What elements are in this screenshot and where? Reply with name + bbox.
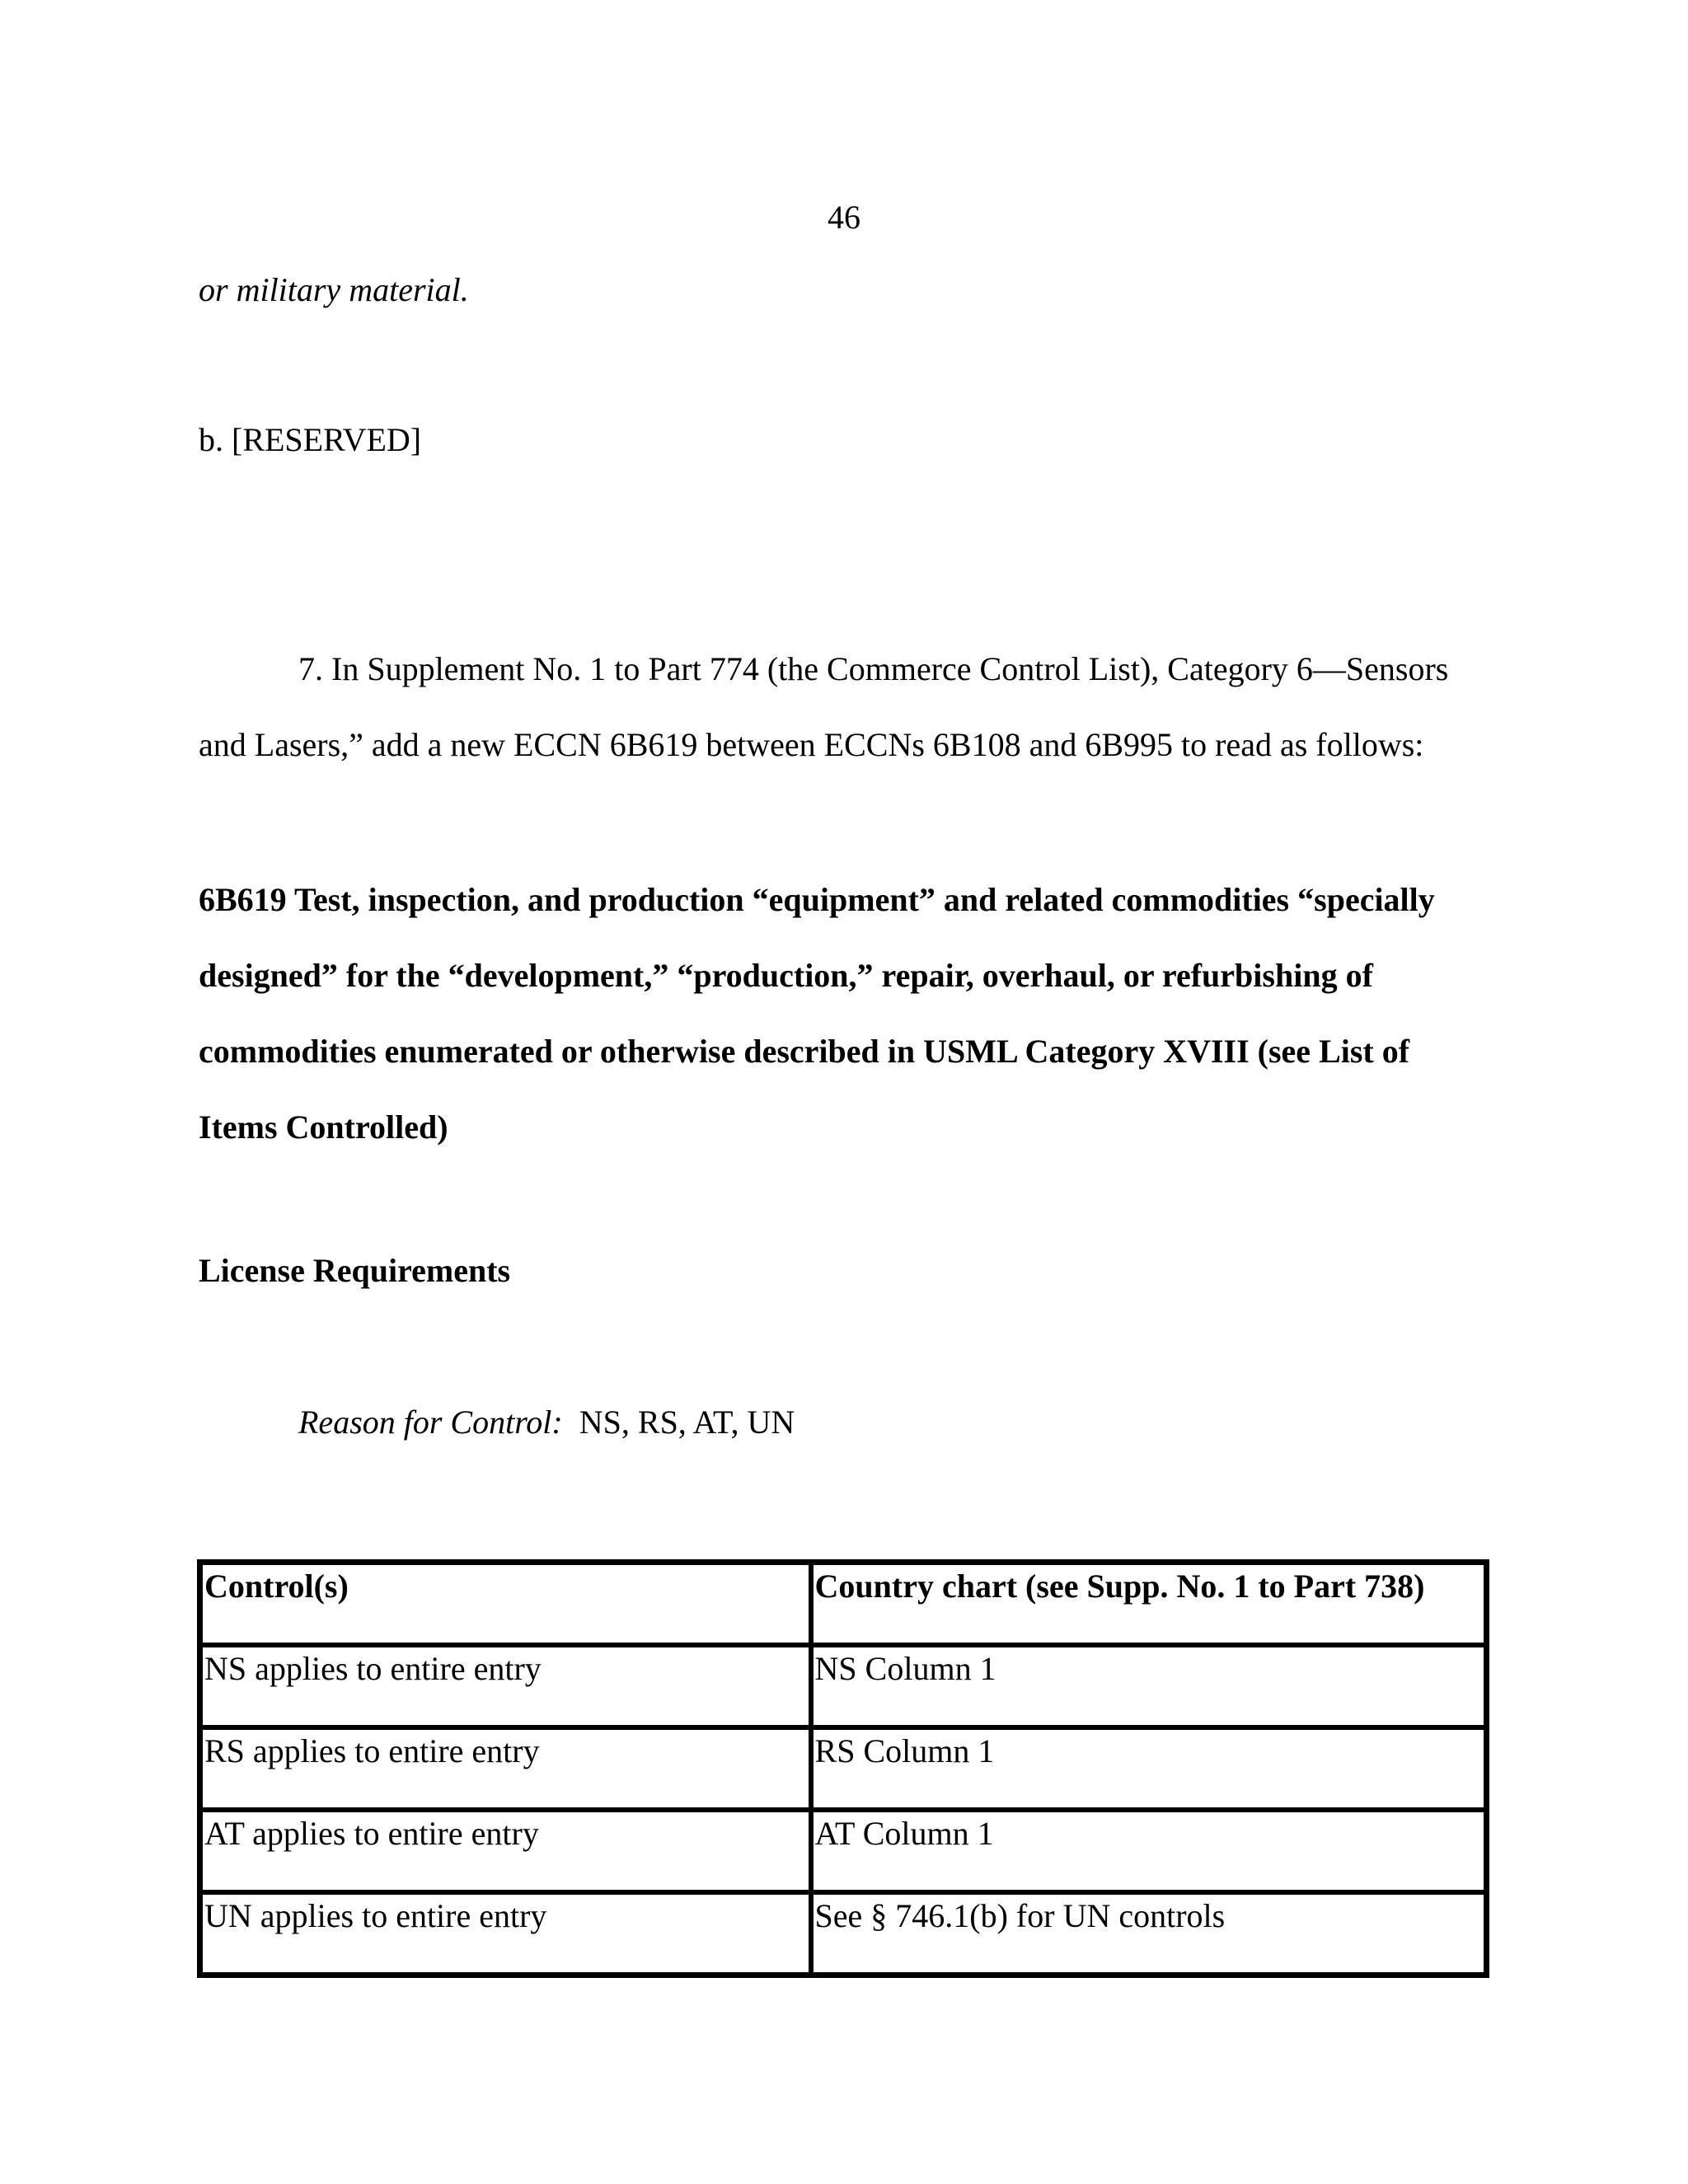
reserved-item: b. [RESERVED]: [199, 421, 422, 458]
table-cell: NS applies to entire entry: [200, 1645, 811, 1727]
eccn-heading: [199, 862, 1484, 1165]
instruction-paragraph: [199, 631, 1484, 783]
page-number: 46: [828, 199, 860, 236]
table-cell: RS applies to entire entry: [200, 1727, 811, 1810]
table-cell: NS Column 1: [811, 1645, 1486, 1727]
table-cell: AT applies to entire entry: [200, 1810, 811, 1892]
table-row: [200, 1892, 1486, 1975]
table-row: [200, 1727, 1486, 1810]
eccn-heading-line-3: commodities enumerated or otherwise described in USML Category XVIII (see List of: [199, 1033, 1410, 1070]
eccn-heading-line-4: Items Controlled): [199, 1108, 448, 1146]
table-header-cell: Country chart (see Supp. No. 1 to Part 738): [811, 1563, 1486, 1645]
control-table: [197, 1559, 1489, 1978]
eccn-heading-line-2: designed” for the “development,” “production,” repair, overhaul, or refurbishing of: [199, 957, 1373, 994]
table-cell: UN applies to entire entry: [200, 1892, 811, 1975]
table-row: [200, 1645, 1486, 1727]
instruction-line-2: and Lasers,” add a new ECCN 6B619 between ECCNs 6B108 and 6B995 to read as follows:: [199, 726, 1424, 763]
reason-for-control-label: Reason for Control:: [298, 1404, 563, 1441]
reason-for-control: [298, 1399, 795, 1446]
instruction-line-1: 7. In Supplement No. 1 to Part 774 (the Commerce Control List), Category 6—Sensors: [298, 650, 1449, 687]
table-cell: RS Column 1: [811, 1727, 1486, 1810]
continuation-text: or military material.: [199, 271, 469, 308]
table-header-cell: Control(s): [200, 1563, 811, 1645]
table-cell: See § 746.1(b) for UN controls: [811, 1892, 1486, 1975]
license-requirements-heading: License Requirements: [199, 1252, 511, 1289]
eccn-heading-line-1: 6B619 Test, inspection, and production “equipment” and related commodities “specially: [199, 881, 1435, 918]
table-cell: AT Column 1: [811, 1810, 1486, 1892]
table-row: [200, 1810, 1486, 1892]
table-header-row: [200, 1563, 1486, 1645]
reason-for-control-value: NS, RS, AT, UN: [579, 1404, 795, 1441]
